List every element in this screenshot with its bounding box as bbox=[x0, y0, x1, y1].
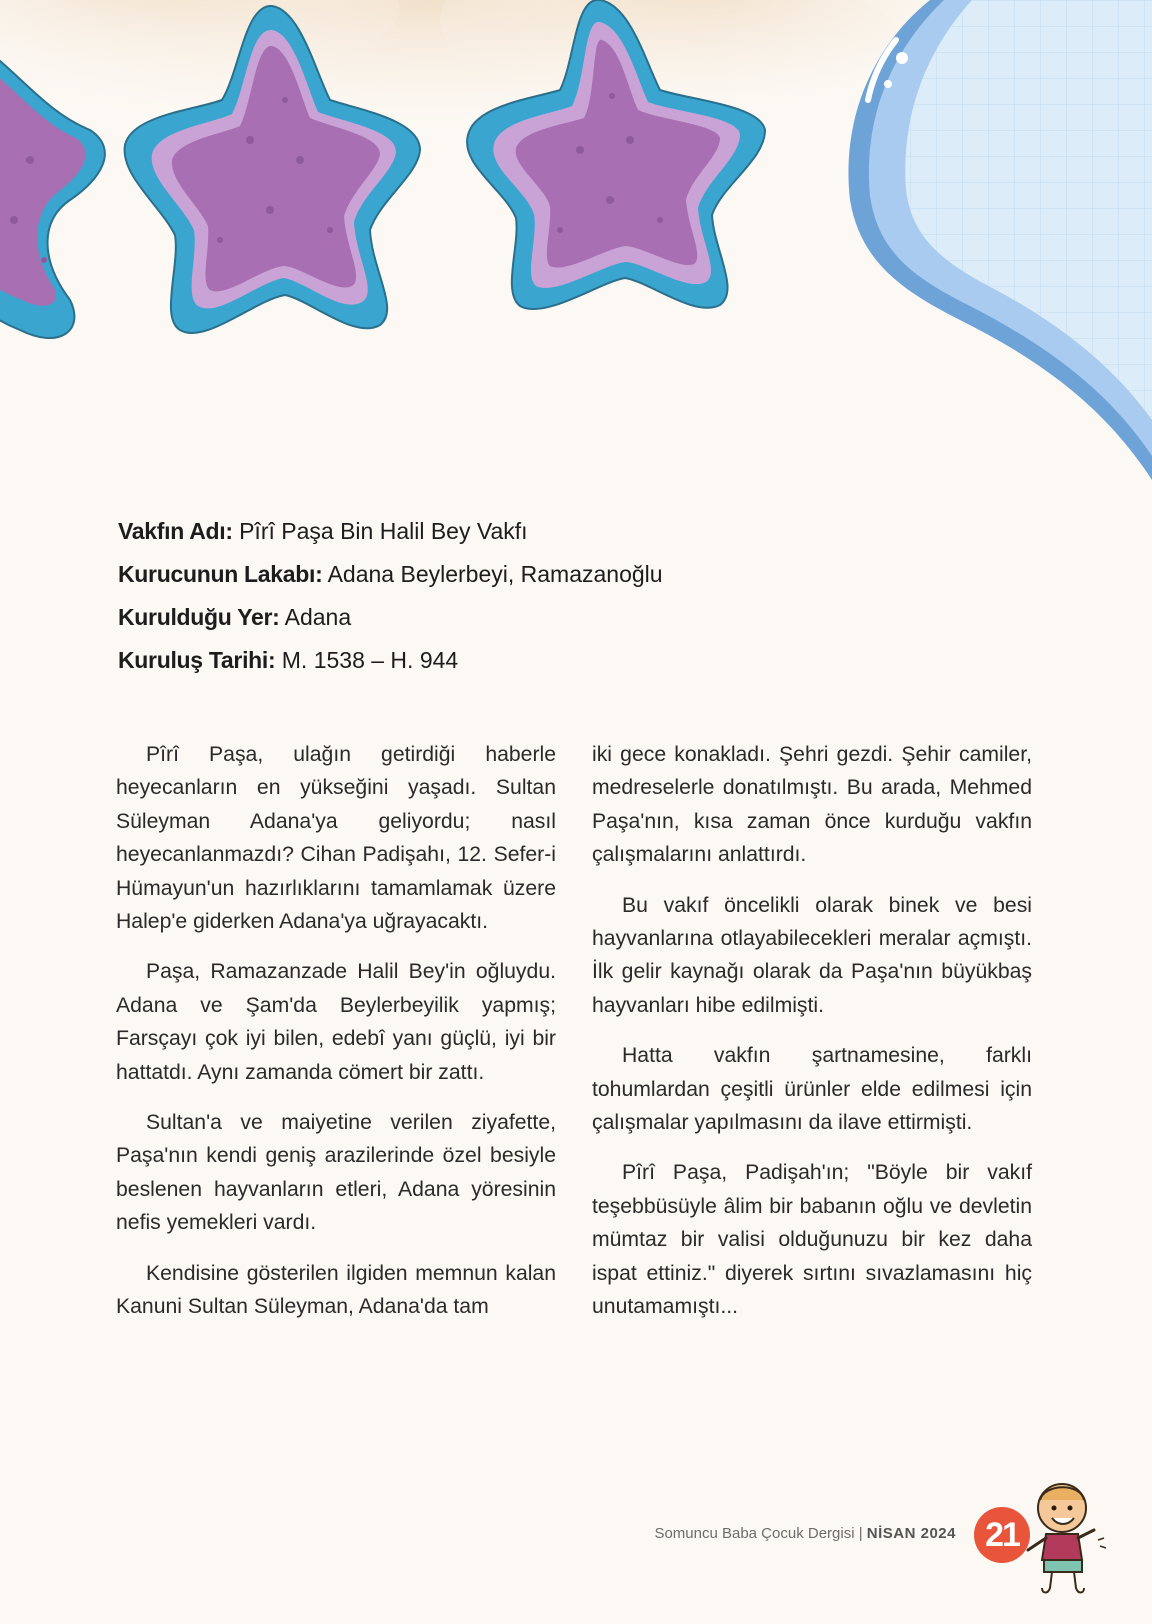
info-value: Adana Beylerbeyi, Ramazanoğlu bbox=[322, 561, 663, 587]
info-label: Kuruluş Tarihi: bbox=[118, 647, 276, 673]
info-date bbox=[118, 639, 818, 682]
info-value: Pîrî Paşa Bin Halil Bey Vakfı bbox=[232, 518, 528, 544]
footer-separator: | bbox=[854, 1525, 867, 1542]
paragraph: Pîrî Paşa, Padişah'ın; "Böyle bir vakıf teşebbüsüyle âlim bir babanın oğlu ve devletin mümtaz bir valisi olduğunuzu bir kez daha ispat ettiniz." diyerek sırtını sıvazlamasını hiç unutamamıştı... bbox=[592, 1161, 1032, 1319]
body-column-right bbox=[592, 738, 1032, 1341]
magazine-name: Somuncu Baba Çocuk Dergisi bbox=[654, 1525, 855, 1542]
issue-date: NİSAN 2024 bbox=[866, 1525, 956, 1542]
page-footer bbox=[654, 1525, 956, 1542]
foundation-info bbox=[118, 510, 818, 682]
info-label: Kurucunun Lakabı: bbox=[118, 561, 323, 587]
paragraph: Pîrî Paşa, ulağın getirdiği haberle heyecanların en yükseğini yaşadı. Sultan Süleyman Adana'ya geliyordu; nasıl heyecanlanmazdı? Cihan Padişahı, 12. Sefer-i Hümayun'un hazırlıklarını tamamlamak üzere Halep'e giderken Adana'ya uğrayacaktı. bbox=[116, 743, 556, 934]
body-column-left bbox=[116, 738, 556, 1341]
info-value: Adana bbox=[279, 604, 352, 630]
kid-mascot-icon bbox=[1020, 1478, 1110, 1598]
paragraph: Bu vakıf öncelikli olarak binek ve besi hayvanlarına otlayabilecekleri meralar açmıştı. İlk gelir kaynağı olarak da Paşa'nın büyükbaş hayvanları hibe edilmişti. bbox=[592, 893, 1032, 1017]
info-founder-title bbox=[118, 553, 818, 596]
paragraph: Sultan'a ve maiyetine verilen ziyafette, Paşa'nın kendi geniş arazilerinde özel besiyle beslenen hayvanların etleri, Adana yöresinin nefis yemekleri vardı. bbox=[116, 1111, 556, 1235]
info-value: M. 1538 – H. 944 bbox=[275, 647, 459, 673]
paragraph: Paşa, Ramazanzade Halil Bey'in oğluydu. Adana ve Şam'da Beylerbeyilik yapmış; Farsçayı çok iyi bilen, edebî yanı güçlü, iyi bir hattatdı. Aynı zamanda cömert bir zattı. bbox=[116, 960, 556, 1084]
info-foundation-name bbox=[118, 510, 818, 553]
paragraph-continued: iki gece konakladı. Şehri gezdi. Şehir camiler, medreselerle donatılmıştı. Bu arada, Mehmed Paşa'nın, kısa zaman önce kurduğu vakfın çalışmalarını anlattırdı. bbox=[592, 743, 1032, 867]
page-number: 21 bbox=[974, 1507, 1030, 1563]
info-location bbox=[118, 596, 818, 639]
info-label: Vakfın Adı: bbox=[118, 518, 233, 544]
pool-illustration bbox=[848, 0, 1152, 480]
info-label: Kurulduğu Yer: bbox=[118, 604, 280, 630]
paragraph: Kendisine gösterilen ilgiden memnun kalan Kanuni Sultan Süleyman, Adana'da tam bbox=[116, 1261, 556, 1319]
paragraph: Hatta vakfın şartnamesine, farklı tohumlardan çeşitli ürünler elde edilmesi için çalışmalar yapılmasını da ilave ettirmişti. bbox=[592, 1044, 1032, 1135]
